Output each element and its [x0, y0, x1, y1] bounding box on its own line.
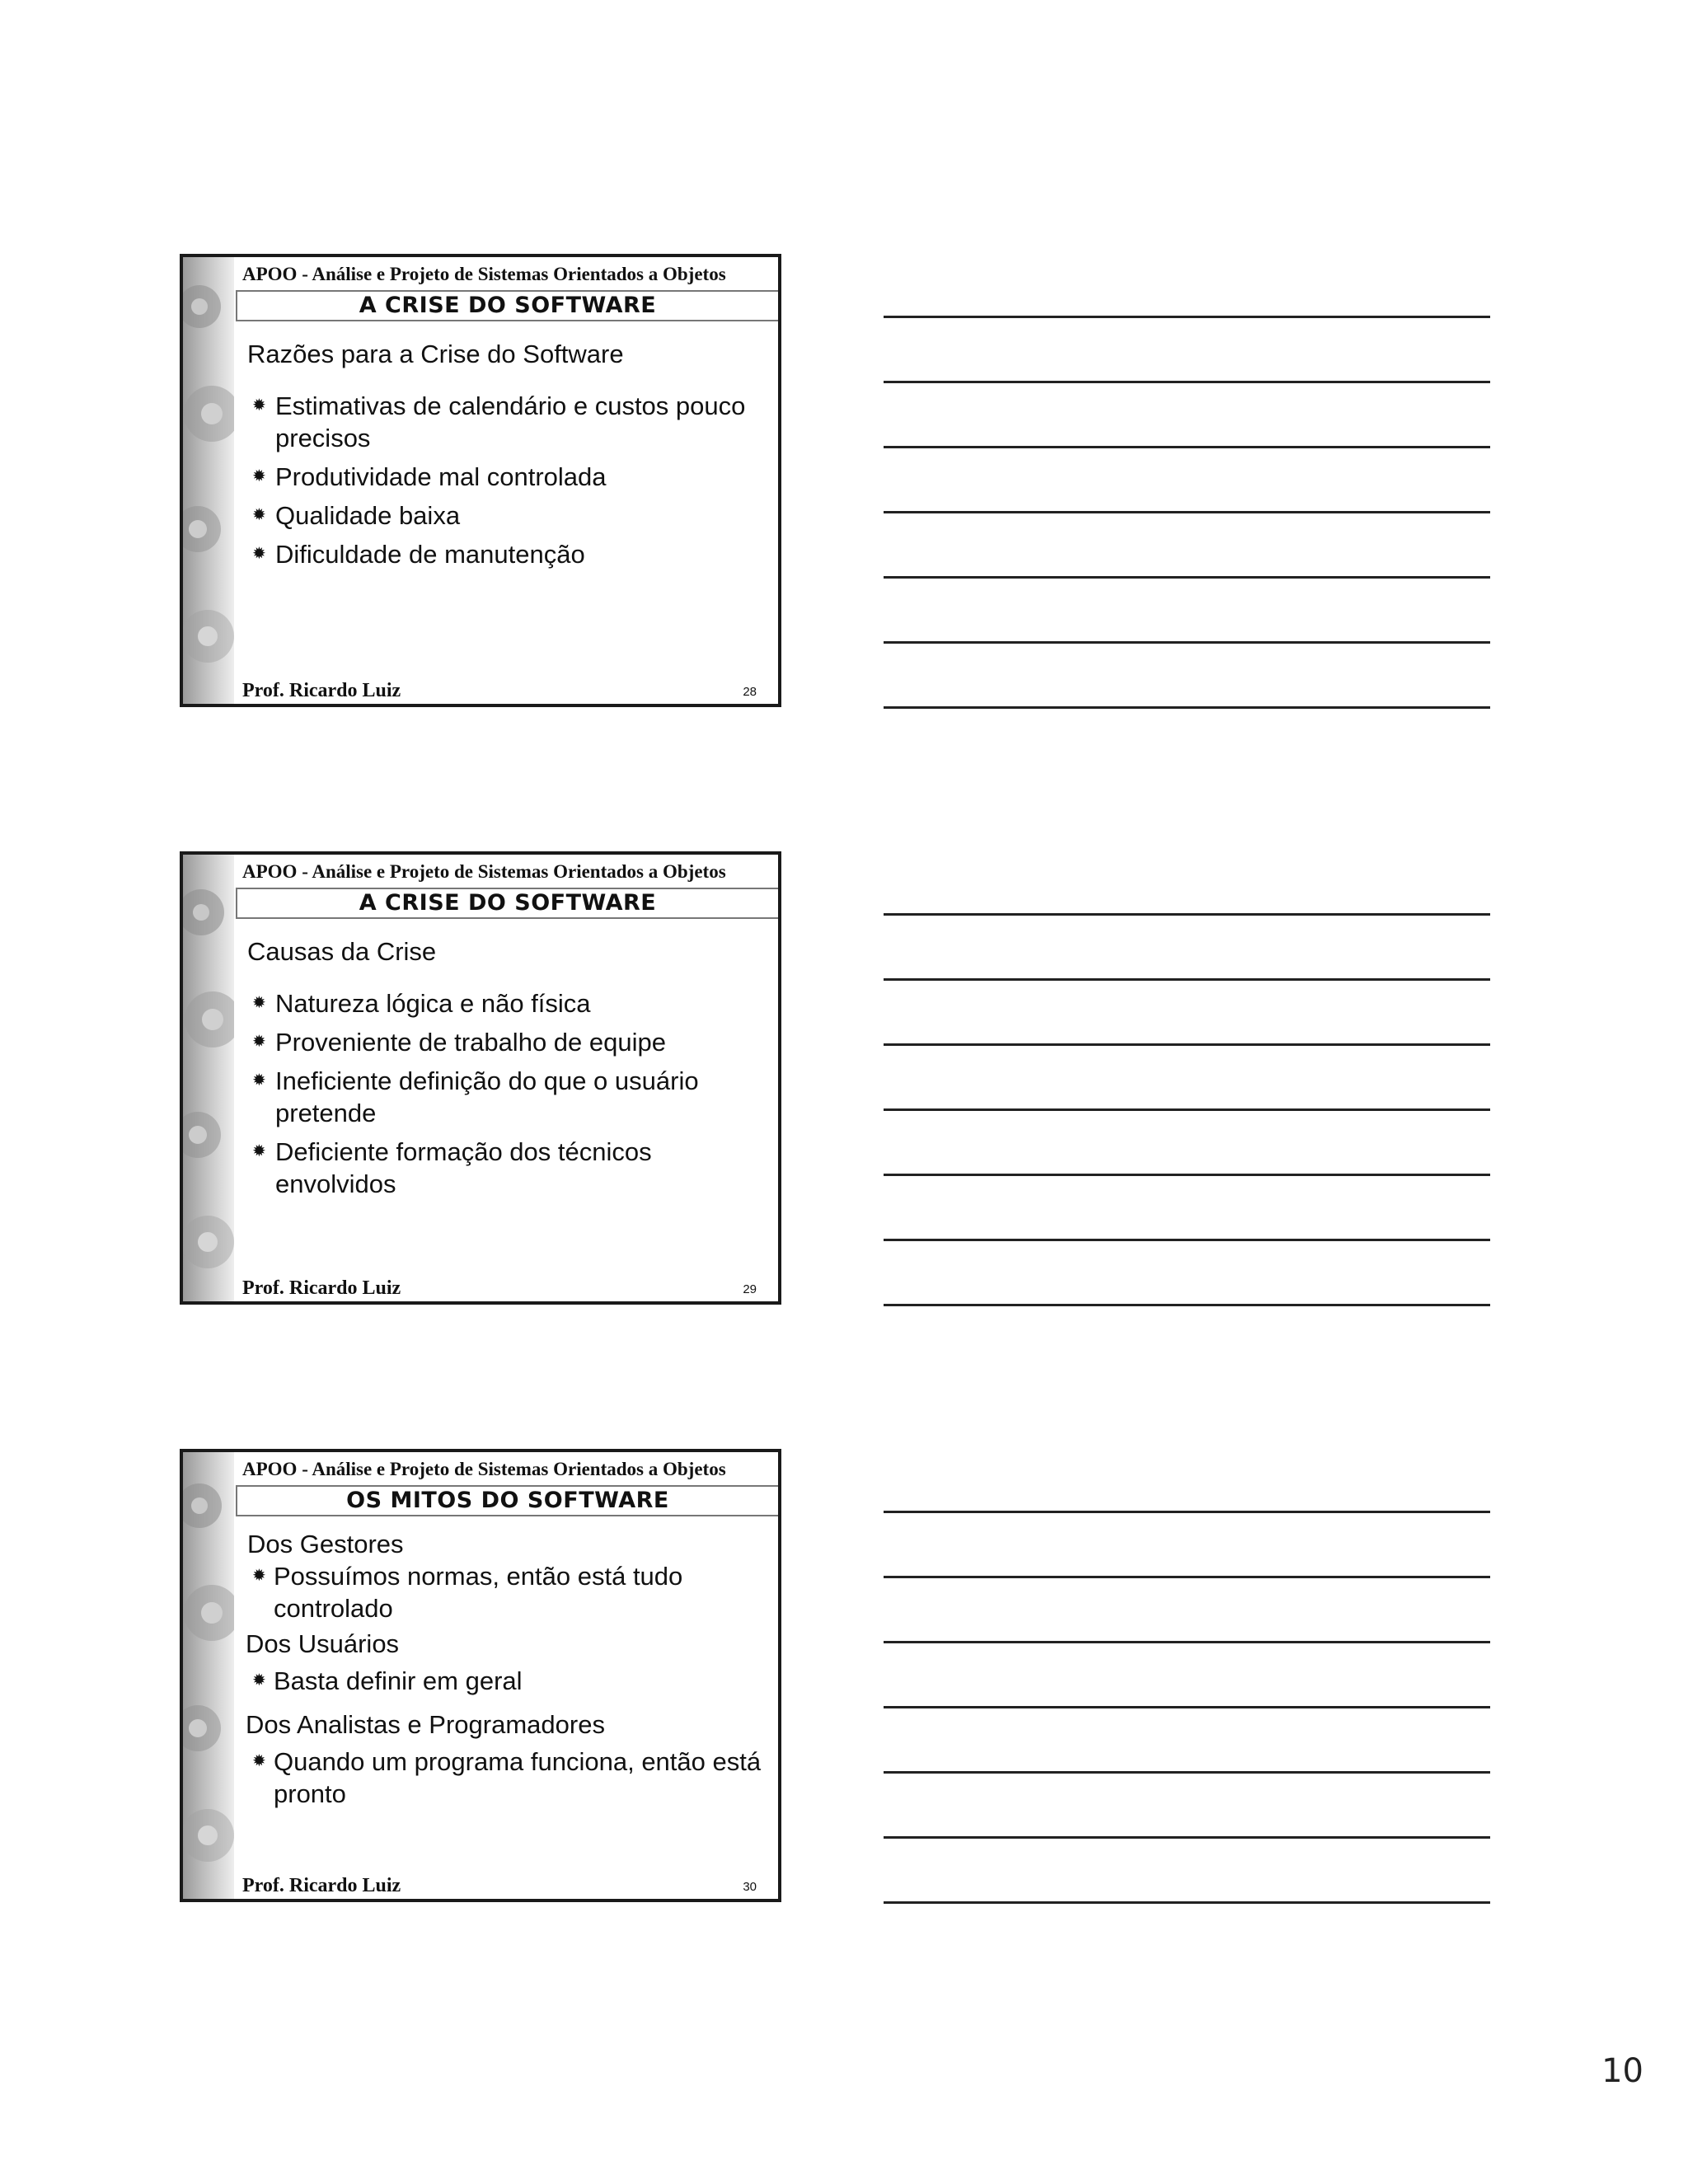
bullet-icon: ✹ [252, 1033, 266, 1051]
group-heading: Dos Analistas e Programadores [246, 1710, 605, 1739]
group-heading: Dos Gestores [247, 1530, 404, 1558]
note-line [884, 1836, 1490, 1839]
slide-title: A CRISE DO SOFTWARE [236, 888, 778, 919]
slide-content [247, 1528, 762, 1816]
slide-number: 29 [743, 1282, 757, 1296]
gear-decoration [183, 855, 234, 1301]
note-line [884, 576, 1490, 579]
note-line [884, 1641, 1490, 1643]
note-lines [884, 1511, 1490, 1904]
list-item: ✹ Natureza lógica e não física [252, 989, 591, 1018]
slide-author: Prof. Ricardo Luiz [242, 680, 401, 701]
slide-title: OS MITOS DO SOFTWARE [236, 1485, 778, 1516]
slide-header: APOO - Análise e Projeto de Sistemas Orientados a Objetos [242, 264, 726, 284]
list-item: ✹ Basta definir em geral [252, 1666, 523, 1695]
bullet-icon: ✹ [252, 467, 266, 485]
bullet-icon: ✹ [252, 1752, 266, 1770]
gear-decoration [183, 1452, 234, 1899]
list-item: ✹ Qualidade baixa [252, 501, 461, 530]
list-item: ✹ Possuímos normas, então está tudo controlado [252, 1562, 683, 1623]
note-line [884, 1239, 1490, 1241]
slide-header: APOO - Análise e Projeto de Sistemas Orientados a Objetos [242, 861, 726, 882]
note-line [884, 1576, 1490, 1578]
list-item: ✹ Dificuldade de manutenção [252, 540, 585, 569]
slide-header: APOO - Análise e Projeto de Sistemas Orientados a Objetos [242, 1459, 726, 1479]
slide-heading: Razões para a Crise do Software [247, 340, 624, 368]
bullet-icon: ✹ [252, 1567, 266, 1585]
bullet-icon: ✹ [252, 506, 266, 524]
list-item: ✹ Estimativas de calendário e custos pouco precisos [252, 391, 746, 452]
gear-decoration [183, 257, 234, 704]
slide-number: 28 [743, 685, 757, 699]
slide-heading: Causas da Crise [247, 937, 437, 966]
note-line [884, 1174, 1490, 1176]
note-line [884, 1108, 1490, 1111]
note-line [884, 1043, 1490, 1046]
group-heading: Dos Usuários [246, 1629, 400, 1658]
note-lines [884, 913, 1490, 1306]
slide-28 [180, 254, 781, 707]
list-item: ✹ Ineficiente definição do que o usuário pretende [252, 1066, 699, 1127]
note-line [884, 1511, 1490, 1513]
bullet-icon: ✹ [252, 545, 266, 563]
slide-author: Prof. Ricardo Luiz [242, 1875, 401, 1896]
note-line [884, 1771, 1490, 1774]
note-line [884, 1304, 1490, 1306]
bullet-icon: ✹ [252, 994, 266, 1012]
slide-29 [180, 851, 781, 1305]
slide-title: A CRISE DO SOFTWARE [236, 290, 778, 321]
bullet-icon: ✹ [252, 1142, 266, 1160]
bullet-icon: ✹ [252, 1671, 266, 1690]
bullet-icon: ✹ [252, 1071, 266, 1090]
note-lines [884, 316, 1490, 709]
list-item: ✹ Deficiente formação dos técnicos envolvidos [252, 1137, 652, 1198]
bullet-icon: ✹ [252, 396, 266, 415]
note-line [884, 641, 1490, 644]
note-line [884, 316, 1490, 318]
list-item: ✹ Proveniente de trabalho de equipe [252, 1028, 666, 1057]
note-line [884, 913, 1490, 916]
note-line [884, 511, 1490, 513]
note-line [884, 978, 1490, 981]
note-line [884, 446, 1490, 448]
slide-author: Prof. Ricardo Luiz [242, 1277, 401, 1299]
slide-number: 30 [743, 1880, 757, 1894]
list-item: ✹ Produtividade mal controlada [252, 462, 607, 491]
note-line [884, 1706, 1490, 1708]
slide-30 [180, 1449, 781, 1902]
list-item: ✹ Quando um programa funciona, então está pronto [252, 1747, 762, 1808]
slide-content [247, 338, 762, 577]
note-line [884, 1901, 1490, 1904]
note-line [884, 381, 1490, 383]
page-number: 10 [1601, 2052, 1643, 2090]
note-line [884, 706, 1490, 709]
slide-content [247, 935, 762, 1207]
